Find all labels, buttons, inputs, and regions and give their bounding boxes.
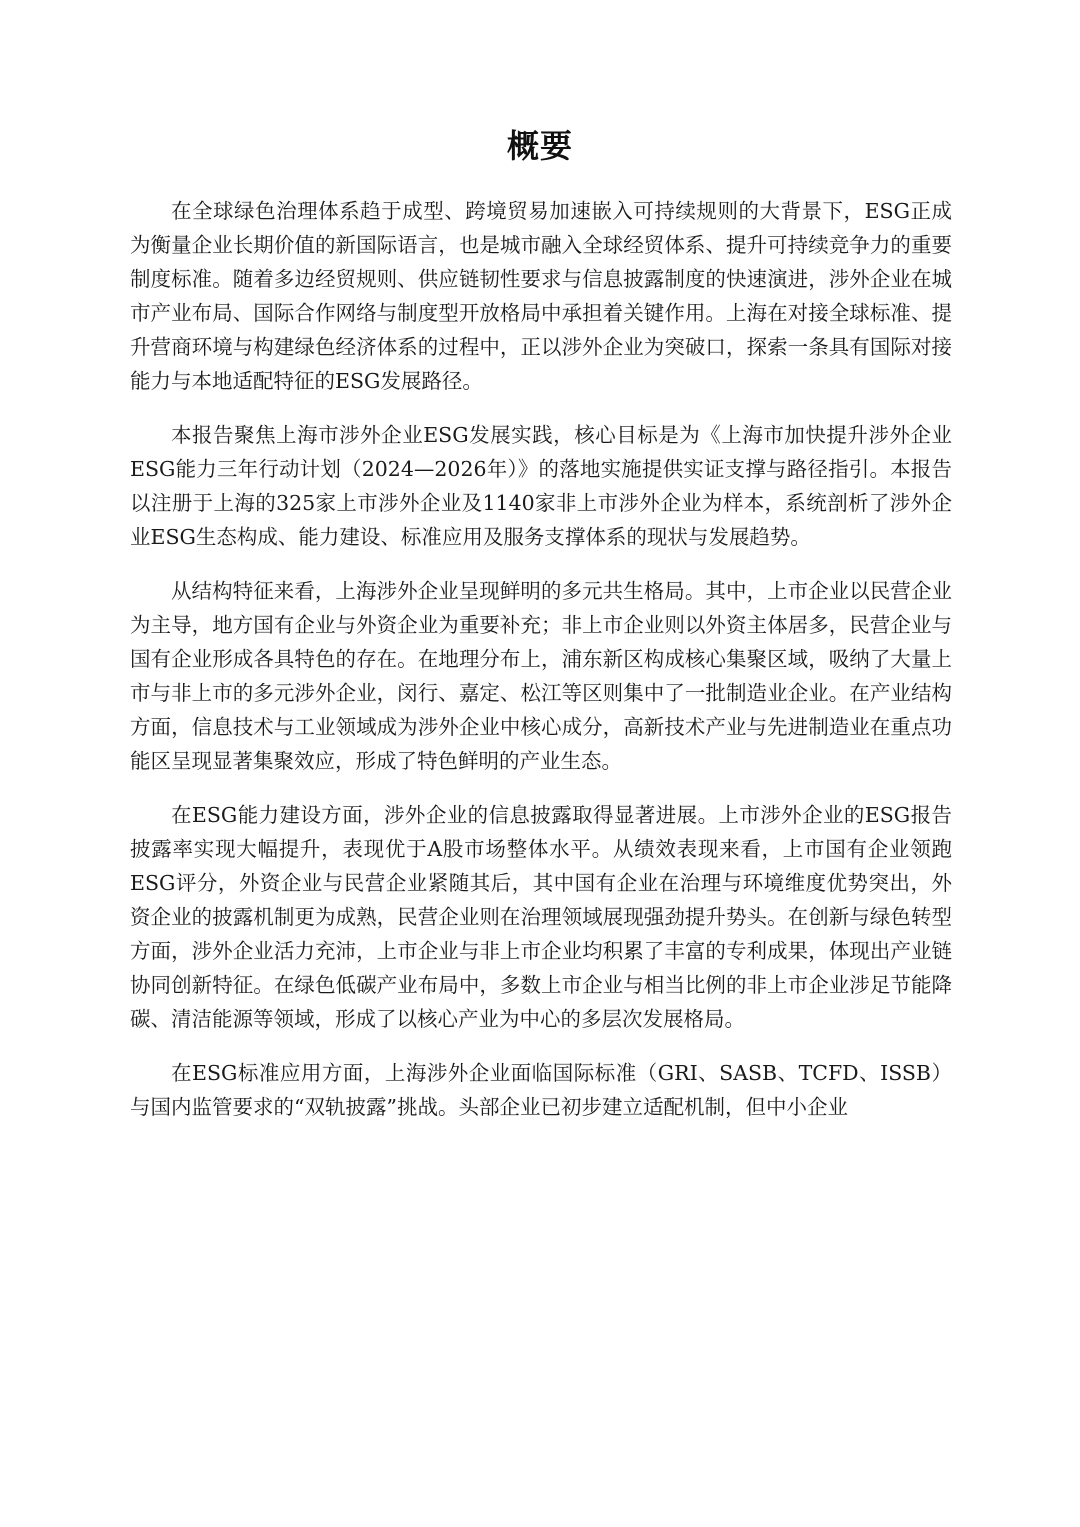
paragraph-4: 在ESG能力建设方面，涉外企业的信息披露取得显著进展。上市涉外企业的ESG报告披露率实现大幅提升，表现优于A股市场整体水平。从绩效表现来看，上市国有企业领跑ESG评分，外资企业与民营企业紧随其后，其中国有企业在治理与环境维度优势突出，外资企业的披露机制更为成熟，民营企业则在治理领域展现强劲提升势头。在创新与绿色转型方面，涉外企业活力充沛，上市企业与非上市企业均积累了丰富的专利成果，体现出产业链协同创新特征。在绿色低碳产业布局中，多数上市企业与相当比例的非上市企业涉足节能降碳、清洁能源等领域，形成了以核心产业为中心的多层次发展格局。 [130,803,952,1031]
paragraph-1: 在全球绿色治理体系趋于成型、跨境贸易加速嵌入可持续规则的大背景下，ESG正成为衡量企业长期价值的新国际语言，也是城市融入全球经贸体系、提升可持续竞争力的重要制度标准。随着多边经贸规则、供应链韧性要求与信息披露制度的快速演进，涉外企业在城市产业布局、国际合作网络与制度型开放格局中承担着关键作用。上海在对接全球标准、提升营商环境与构建绿色经济体系的过程中，正以涉外企业为突破口，探索一条具有国际对接能力与本地适配特征的ESG发展路径。 [130,199,952,393]
page-title: 概要 [506,127,573,165]
paragraph-2: 本报告聚焦上海市涉外企业ESG发展实践，核心目标是为《上海市加快提升涉外企业ESG能力三年行动计划（2024—2026年）》的落地实施提供实证支撑与路径指引。本报告以注册于上海的325家上市涉外企业及1140家非上市涉外企业为样本，系统剖析了涉外企业ESG生态构成、能力建设、标准应用及服务支撑体系的现状与发展趋势。 [130,423,952,549]
summary-body [130,194,952,1144]
paragraph-5: 在ESG标准应用方面，上海涉外企业面临国际标准（GRI、SASB、TCFD、ISSB）与国内监管要求的“双轨披露”挑战。头部企业已初步建立适配机制，但中小企业 [130,1061,952,1119]
paragraph-3: 从结构特征来看，上海涉外企业呈现鲜明的多元共生格局。其中，上市企业以民营企业为主导，地方国有企业与外资企业为重要补充；非上市企业则以外资主体居多，民营企业与国有企业形成各具特色的存在。在地理分布上，浦东新区构成核心集聚区域，吸纳了大量上市与非上市的多元涉外企业，闵行、嘉定、松江等区则集中了一批制造业企业。在产业结构方面，信息技术与工业领域成为涉外企业中核心成分，高新技术产业与先进制造业在重点功能区呈现显著集聚效应，形成了特色鲜明的产业生态。 [130,579,952,773]
